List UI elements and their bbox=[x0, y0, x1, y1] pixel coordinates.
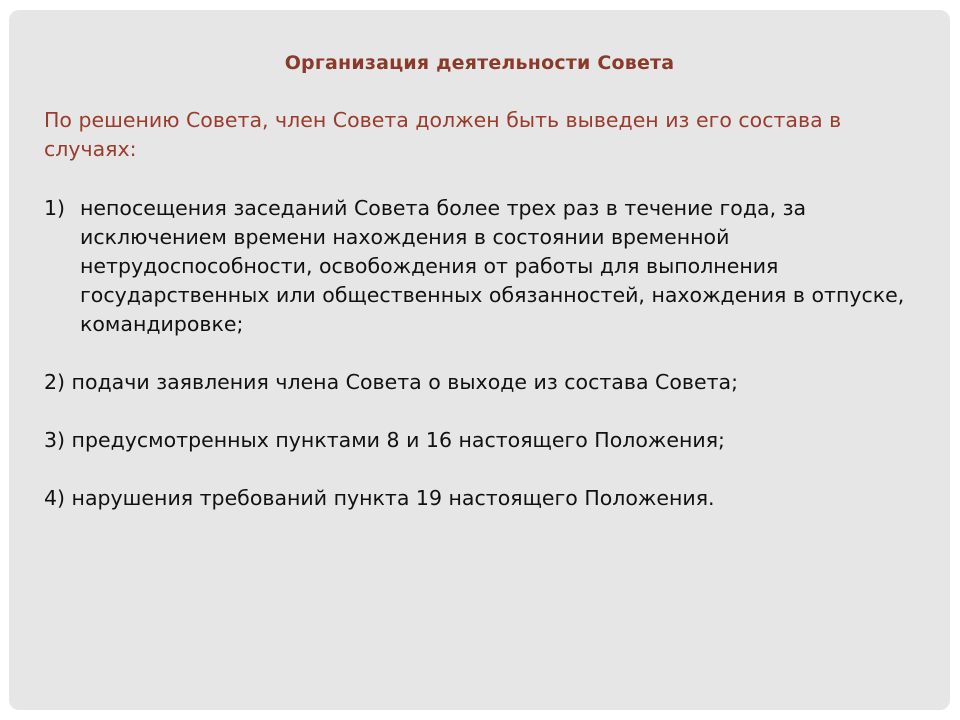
slide-title: Организация деятельности Совета bbox=[284, 52, 675, 74]
slide-panel bbox=[9, 10, 950, 710]
list-item-text: непосещения заседаний Совета более трех раз в течение года, за исключением времени нахождения в состоянии временной нетрудоспособности, освобождения от работы для выполнения государственных или общественных обязанностей, нахождения в отпуске, командировке; bbox=[80, 196, 905, 336]
list-item: 4) нарушения требований пункта 19 настоящего Положения. bbox=[44, 486, 715, 510]
conditions-list bbox=[44, 194, 924, 513]
list-item: 3) предусмотренных пунктами 8 и 16 настоящего Положения; bbox=[44, 428, 725, 452]
list-item-number: 1) bbox=[44, 196, 66, 220]
list-item bbox=[44, 194, 924, 339]
list-item: 2) подачи заявления члена Совета о выходе из состава Совета; bbox=[44, 370, 738, 394]
intro-paragraph: По решению Совета, член Совета должен быть выведен из его состава в случаях: bbox=[44, 108, 842, 161]
